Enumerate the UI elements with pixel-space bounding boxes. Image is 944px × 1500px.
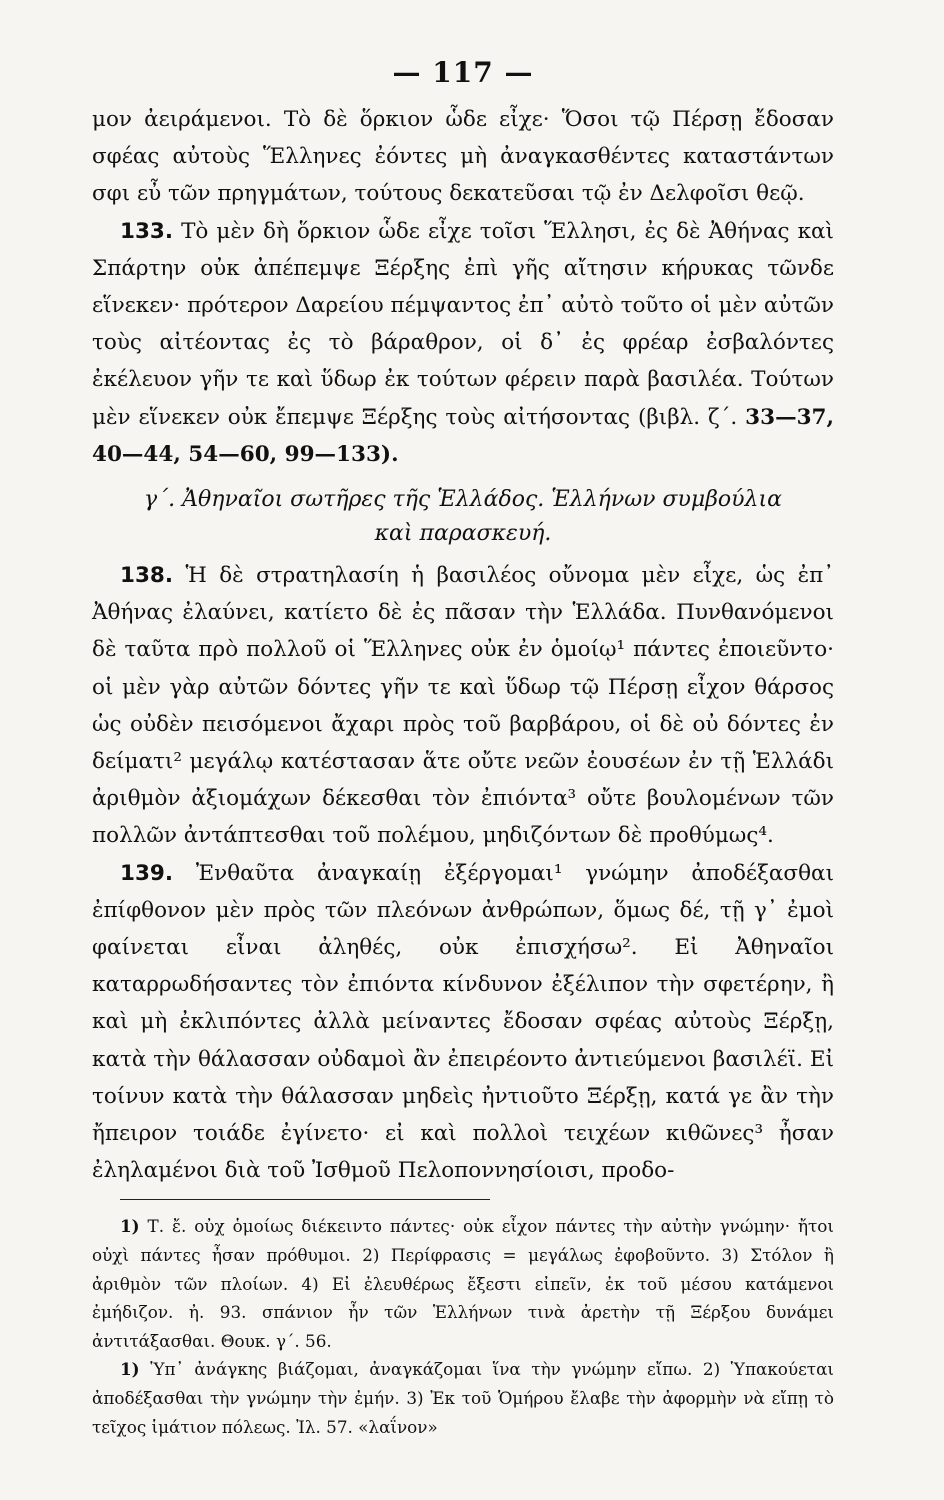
paragraph-text: Ἡ δὲ στρατηλασίη ἡ βασιλέος οὔνομα μὲν εἶχε, ὡς ἐπ᾽ Ἀθήνας ἐλαύνει, κατίετο δὲ ἐς πᾶσαν τὴν Ἑλλάδα. Πυνθανόμενοι δὲ ταῦτα πρὸ πολλοῦ οἱ Ἕλληνες οὐκ ἐν ὁμοίῳ¹ πάντες ἐποιεῦντο· οἱ μὲν γὰρ αὐτῶν δόντες γῆν τε καὶ ὕδωρ τῷ Πέρσῃ εἶχον θάρσος ὡς οὐδὲν πεισόμενοι ἄχαρι πρὸς τοῦ βαρβάρου, οἱ δὲ οὐ δόντες ἐν δείματι² μεγάλῳ κατέστασαν ἅτε οὔτε νεῶν ἐουσέων ἐν τῇ Ἑλλάδι ἀριθμὸν ἀξιομάχων δέκεσθαι τὸν ἐπιόντα³ οὔτε βουλομένων τῶν πολλῶν ἀντάπτεσθαι τοῦ πολέμου, μηδιζόντων δὲ προθύμως⁴. xyxy=(92,563,834,849)
section-number: 138. xyxy=(120,563,174,589)
section-number: 139. xyxy=(120,860,174,886)
footnote-text: Τ. ἔ. οὐχ ὁμοίως διέκειντο πάντες· οὐκ εἶχον πάντες τὴν αὐτὴν γνώμην· ἤτοι οὐχὶ πάντες ἦσαν πρόθυμοι. 2) Περίφρασις = μεγάλως ἐφοβοῦντο. 3) Στόλον ἢ ἀριθμὸν τῶν πλοίων. 4) Εἰ ἐλευθέρως ἔξεστι εἰπεῖν, ἐκ τοῦ μέσου κατάμενοι ἐμήδιζον. ἠ. 93. σπάνιον ἦν τῶν Ἑλλήνων τινὰ ἀρετὴν τῇ Ξέρξου δυνάμει ἀντιτάξασθαι. Θουκ. γ΄. 56. xyxy=(92,1216,834,1351)
footnote-block xyxy=(92,1355,834,1441)
footnote-number: 1) xyxy=(120,1216,140,1237)
footnote-divider xyxy=(120,1199,490,1200)
footnotes xyxy=(92,1212,834,1441)
heading-line-2: καὶ παρασκευή. xyxy=(374,521,552,547)
footnote-text: Ὑπ᾽ ἀνάγκης βιάζομαι, ἀναγκάζομαι ἵνα τὴν γνώμην εἴπω. 2) Ὑπακούεται ἀποδέξασθαι τὴν γνώμην τὴν ἐμήν. 3) Ἐκ τοῦ Ὁμήρου ἔλαβε τὴν ἀφορμὴν νὰ εἴπῃ τὸ τεῖχος ἱμάτιον πόλεως. Ἰλ. 57. «λαΐνον» xyxy=(92,1359,834,1437)
section-number: 133. xyxy=(120,218,174,244)
paragraph-text: Τὸ μὲν δὴ ὅρκιον ὧδε εἶχε τοῖσι Ἕλλησι, ἐς δὲ Ἀθήνας καὶ Σπάρτην οὐκ ἀπέπεμψε Ξέρξης ἐπὶ γῆς αἴτησιν κήρυκας τῶνδε εἵνεκεν· πρότερον Δαρείου πέμψαντος ἐπ᾽ αὐτὸ τοῦτο οἱ μὲν αὐτῶν τοὺς αἰτέοντας ἐς τὸ βάραθρον, οἱ δ᾽ ἐς φρέαρ ἐσβαλόντες ἐκέλευον γῆν τε καὶ ὕδωρ ἐκ τούτων φέρειν παρὰ βασιλέα. Τούτων μὲν εἵνεκεν οὐκ ἔπεμψε Ξέρξης τοὺς αἰτήσοντας (βιβλ. ζ΄. xyxy=(92,218,834,430)
footnote-number: 1) xyxy=(120,1359,140,1380)
book-references: 33—37, 40—44, 54—60, 99—133). xyxy=(92,404,834,467)
paragraph-139 xyxy=(92,855,834,1190)
paragraph-text: Ἐνθαῦτα ἀναγκαίῃ ἐξέργομαι¹ γνώμην ἀποδέξασθαι ἐπίφθονον μὲν πρὸς τῶν πλεόνων ἀνθρώπων, ὅμως δέ, τῇ γ᾽ ἐμοὶ φαίνεται εἶναι ἀληθές, οὐκ ἐπισχήσω². Εἰ Ἀθηναῖοι καταρρωδήσαντες τὸν ἐπιόντα κίνδυνον ἐξέλιπον τὴν σφετέρην, ἢ καὶ μὴ ἐκλιπόντες ἀλλὰ μείναντες ἔδοσαν σφέας αὐτοὺς Ξέρξῃ, κατὰ τὴν θάλασσαν οὐδαμοὶ ἂν ἐπειρέοντο ἀντιεύμενοι βασιλέϊ. Εἰ τοίνυν κατὰ τὴν θάλασσαν μηδεὶς ἠντιοῦτο Ξέρξῃ, κατά γε ἂν τὴν ἤπειρον τοιάδε ἐγίνετο· εἰ καὶ πολλοὶ τειχέων κιθῶνες³ ἦσαν ἐληλαμένοι διὰ τοῦ Ἰσθμοῦ Πελοποννησίοισι, προδο- xyxy=(92,860,834,1184)
main-text xyxy=(92,101,834,1189)
paragraph-133 xyxy=(92,213,834,473)
paragraph-continuation: μον ἀειράμενοι. Τὸ δὲ ὅρκιον ὧδε εἶχε· Ὅσοι τῷ Πέρσῃ ἔδοσαν σφέας αὐτοὺς Ἕλληνες ἐόντες μὴ ἀναγκασθέντες καταστάντων σφι εὖ τῶν πρηγμάτων, τούτους δεκατεῦσαι τῷ ἐν Δελφοῖσι θεῷ. xyxy=(92,107,834,207)
footnote-block xyxy=(92,1212,834,1355)
paragraph-138 xyxy=(92,557,834,855)
page-number: — 117 — xyxy=(392,56,534,89)
section-heading xyxy=(92,483,834,551)
heading-line-1: γ΄. Ἀθηναῖοι σωτῆρες τῆς Ἑλλάδος. Ἑλλήνων συμβούλια xyxy=(144,487,782,513)
